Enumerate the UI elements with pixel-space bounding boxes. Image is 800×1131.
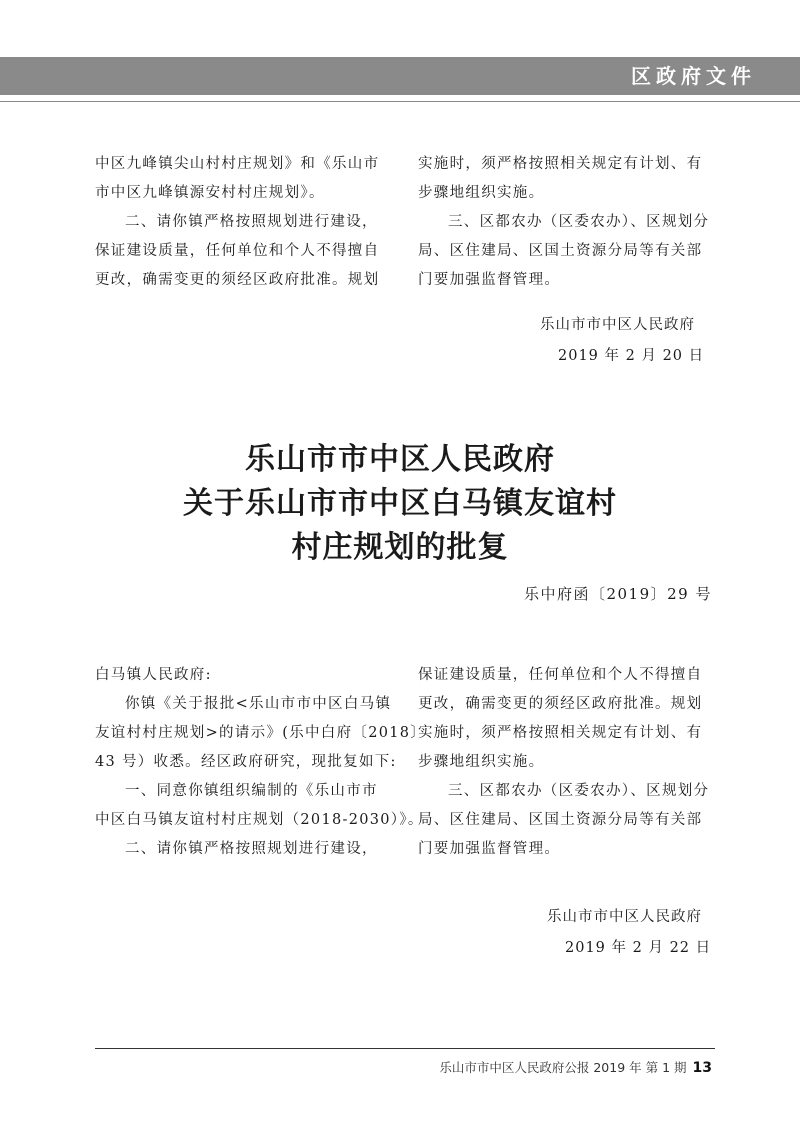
text-line: 保证建设质量，任何单位和个人不得擅自 <box>95 243 380 259</box>
prev-right-column <box>418 150 709 295</box>
text-line: 更改，确需变更的须经区政府批准。规划 <box>95 272 380 288</box>
doc-number: 乐中府函〔2019〕29 号 <box>523 585 712 603</box>
doc-signature-date: 2019 年 2 月 22 日 <box>565 940 712 956</box>
prev-signature-org: 乐山市市中区人民政府 <box>540 317 695 333</box>
text-line: 更改，确需变更的须经区政府批准。规划 <box>418 696 703 712</box>
text-line: 二、请你镇严格按照规划进行建设， <box>125 841 378 857</box>
text-line: 保证建设质量，任何单位和个人不得擅自 <box>418 667 703 683</box>
text-line: 门要加强监督管理。 <box>418 272 561 288</box>
doc-title-line-1: 乐山市市中区人民政府 <box>245 442 555 477</box>
text-line: 实施时，须严格按照相关规定有计划、有 <box>418 156 703 172</box>
text-line: 步骤地组织实施。 <box>418 754 545 770</box>
text-line: 三、区都农办（区委农办）、区规划分 <box>448 783 710 799</box>
text-line: 实施时，须严格按照相关规定有计划、有 <box>418 725 703 741</box>
text-line: 门要加强监督管理。 <box>418 841 561 857</box>
doc-right-column <box>418 661 709 864</box>
footer-divider <box>95 1048 715 1049</box>
doc-left-column <box>95 661 426 864</box>
text-line: 步骤地组织实施。 <box>418 185 545 201</box>
footer <box>439 1058 712 1076</box>
page-number: 13 <box>692 1060 712 1076</box>
text-line: 局、区住建局、区国土资源分局等有关部 <box>418 243 703 259</box>
text-line: 局、区住建局、区国土资源分局等有关部 <box>418 812 703 828</box>
text-line: 友谊村村庄规划>的请示》(乐中白府〔2018〕 <box>95 725 427 741</box>
footer-publication: 乐山市市中区人民政府公报 2019 年 第 1 期 <box>439 1060 687 1075</box>
header-divider <box>0 101 800 102</box>
doc-title-line-2: 关于乐山市市中区白马镇友谊村 <box>183 486 617 521</box>
text-line: 中区九峰镇尖山村村庄规划》和《乐山市 <box>95 156 380 172</box>
prev-left-column <box>95 150 379 295</box>
text-line: 一、同意你镇组织编制的《乐山市市 <box>125 783 378 799</box>
header-bar <box>0 57 800 95</box>
text-line: 二、请你镇严格按照规划进行建设， <box>125 214 378 230</box>
text-line: 市中区九峰镇源安村村庄规划》。 <box>95 185 325 201</box>
header-title: 区政府文件 <box>631 64 756 88</box>
text-line: 43 号）收悉。经区政府研究，现批复如下: <box>95 754 397 770</box>
prev-signature-date: 2019 年 2 月 20 日 <box>558 348 705 364</box>
salutation: 白马镇人民政府: <box>95 667 212 683</box>
text-line: 你镇《关于报批<乐山市市中区白马镇 <box>125 696 392 712</box>
doc-title-line-3: 村庄规划的批复 <box>291 530 509 565</box>
doc-signature-org: 乐山市市中区人民政府 <box>547 909 702 925</box>
text-line: 中区白马镇友谊村村庄规划（2018-2030）》。 <box>95 812 424 828</box>
text-line: 三、区都农办（区委农办）、区规划分 <box>448 214 710 230</box>
